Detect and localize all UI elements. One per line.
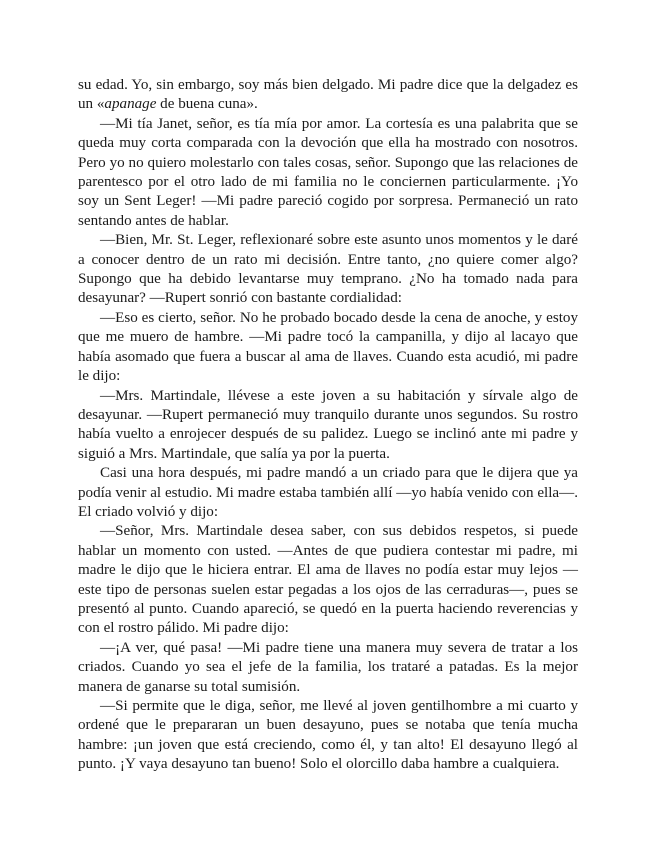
paragraph-2: —Mi tía Janet, señor, es tía mía por amor. La cortesía es una palabrita que se queda muy corta comparada con la devoción que ella ha mostrado con nosotros. Pero yo no quiero molestarlo con tales cosas, señor. Supongo que las relaciones de parentesco por el otro lado de mi familia no le conciernen particularmente. ¡Yo soy un Sent Leger! —Mi padre pareció cogido por sorpresa. Permaneció un rato sentando antes de hablar. — [78, 115, 578, 229]
paragraph-1: su edad. Yo, sin embargo, soy más bien delgado. Mi padre dice que la delgadez es un «apanage de buena cuna». — [78, 77, 578, 113]
paragraph-8: —¡A ver, qué pasa! —Mi padre tiene una manera muy severa de tratar a los criados. Cuando yo sea el jefe de la familia, los trataré a patadas. Es la mejor manera de ganarse su total sumisión. — [78, 639, 578, 695]
paragraph-3: —Bien, Mr. St. Leger, reflexionaré sobre este asunto unos momentos y le daré a conocer dentro de un rato mi decisión. Entre tanto, ¿no quiere comer algo? Supongo que ha debido levantarse muy temprano. ¿No ha tomado nada para desayunar? —Rupert sonrió con bastante cordialidad: — [78, 232, 578, 307]
paragraph-5: —Mrs. Martindale, llévese a este joven a su habitación y sírvale algo de desayunar. —Rupert permaneció muy tranquilo durante unos segundos. Su rostro había vuelto a enrojecer después de su palidez. Luego se inclinó ante mi padre y siguió a Mrs. Martindale, que salía ya por la puerta. — [78, 387, 578, 462]
book-page-text — [78, 76, 578, 775]
italic-term: apanage — [104, 96, 157, 113]
paragraph-4: —Eso es cierto, señor. No he probado bocado desde la cena de anoche, y estoy que me muero de hambre. —Mi padre tocó la campanilla, y dijo al lacayo que había asomado que fuera a buscar al ama de llaves. Cuando esta acudió, mi padre le dijo: — [78, 309, 578, 385]
paragraph-6: Casi una hora después, mi padre mandó a un criado para que le dijera que ya podía venir al estudio. Mi madre estaba también allí —yo había venido con ella—. El criado volvió y dijo: — [78, 465, 578, 520]
paragraph-9: —Si permite que le diga, señor, me llevé al joven gentilhombre a mi cuarto y ordené que le prepararan un buen desayuno, pues se notaba que tenía mucha hambre: ¡un joven que está creciendo, como él, y tan alto! El desayuno llegó al punto. ¡Y vaya desayuno tan bueno! Solo el olorcillo daba hambre a cualquiera. — [78, 698, 578, 773]
paragraph-7: —Señor, Mrs. Martindale desea saber, con sus debidos respetos, si puede hablar un momento con usted. —Antes de que pudiera contestar mi padre, mi madre le dijo que le hiciera entrar. El ama de llaves no podía estar muy lejos —este tipo de personas suelen estar pegadas a los ojos de las cerraduras—, pues se presentó al punto. Cuando apareció, se quedó en la puerta haciendo reverencias y con el rostro pálido. Mi padre dijo: — [78, 523, 578, 637]
